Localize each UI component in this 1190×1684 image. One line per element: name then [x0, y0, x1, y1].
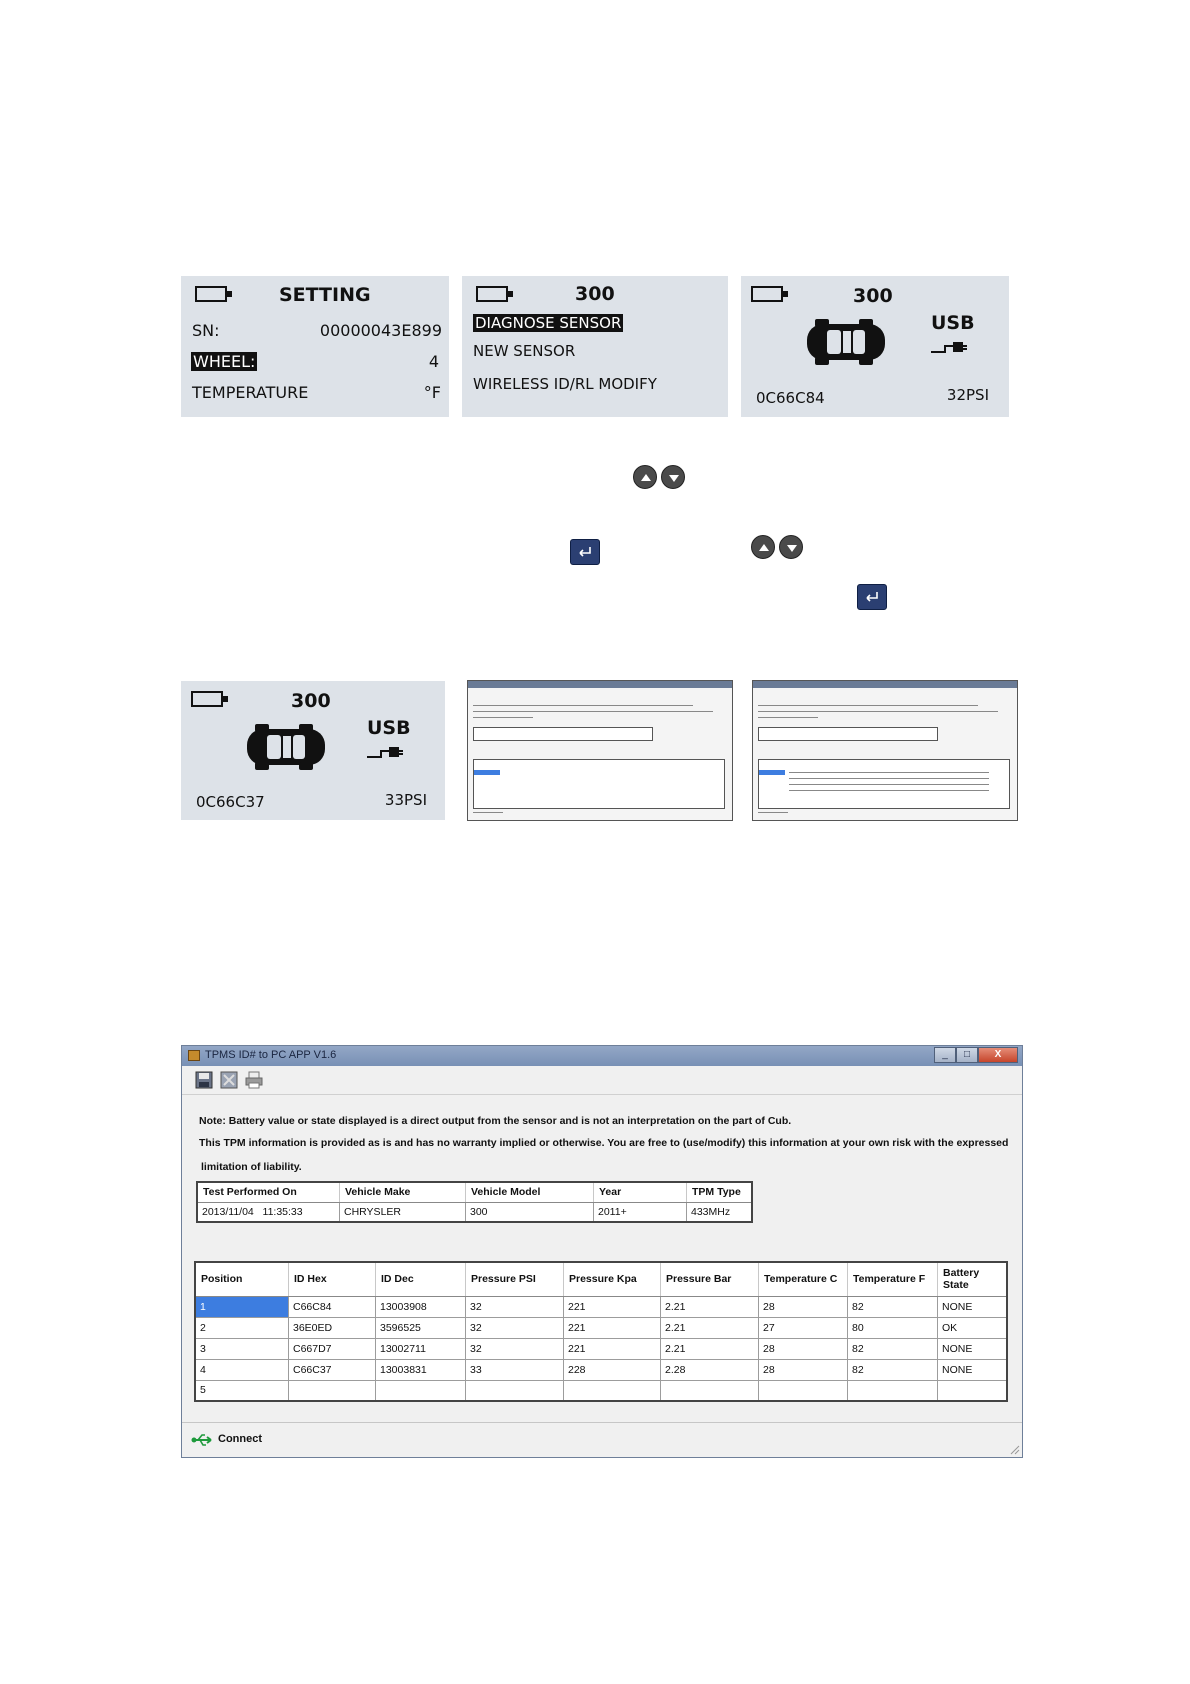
- close-button[interactable]: X: [978, 1047, 1018, 1063]
- down-arrow-icon: [661, 465, 685, 489]
- header-position[interactable]: Position: [195, 1262, 289, 1296]
- cell-id-dec[interactable]: 13003831: [376, 1359, 466, 1380]
- table-row[interactable]: [195, 1359, 1007, 1380]
- cell-position[interactable]: 3: [195, 1338, 289, 1359]
- sensor-table: [194, 1261, 1008, 1402]
- note-warranty: This TPM information is provided as is and has no warranty implied or otherwise. You are free to (use/modify) this information at your own risk with the expressed: [199, 1137, 1009, 1149]
- menu-item-diagnose-sensor: [473, 314, 623, 332]
- up-arrow-icon: [751, 535, 775, 559]
- usb-connect-icon: [191, 1432, 215, 1448]
- enter-key-icon: [857, 584, 887, 610]
- cell-temperature-c[interactable]: 28: [759, 1338, 848, 1359]
- sn-value: 00000043E899: [319, 321, 442, 340]
- table-row[interactable]: [195, 1296, 1007, 1317]
- car-icon: [241, 721, 331, 773]
- enter-key-icon: [570, 539, 600, 565]
- cell-id-dec[interactable]: 13002711: [376, 1338, 466, 1359]
- lcd-sensor-screen-2: [181, 681, 445, 820]
- cell-id-dec[interactable]: 3596525: [376, 1317, 466, 1338]
- cell-id-hex[interactable]: C66C84: [289, 1296, 376, 1317]
- info-tpm-type: 433MHz: [687, 1202, 753, 1222]
- cell-temperature-f[interactable]: 82: [848, 1359, 938, 1380]
- cell-pressure-bar[interactable]: 2.21: [661, 1338, 759, 1359]
- cell-id-dec[interactable]: [376, 1380, 466, 1401]
- table-row[interactable]: [195, 1338, 1007, 1359]
- note-battery: Note: Battery value or state displayed is a direct output from the sensor and is not an interpretation on the part of Cub.: [199, 1115, 792, 1127]
- cell-temperature-c[interactable]: 27: [759, 1317, 848, 1338]
- cell-pressure-kpa[interactable]: [564, 1380, 661, 1401]
- title-bar[interactable]: [182, 1046, 1022, 1066]
- temperature-value: °F: [423, 383, 441, 402]
- info-header-year: Year: [594, 1182, 687, 1202]
- lcd-title: SETTING: [279, 284, 371, 306]
- cell-temperature-f[interactable]: 80: [848, 1317, 938, 1338]
- info-header-vehicle-make: Vehicle Make: [340, 1182, 466, 1202]
- header-pressure-kpa[interactable]: Pressure Kpa: [564, 1262, 661, 1296]
- cell-id-hex[interactable]: 36E0ED: [289, 1317, 376, 1338]
- sensor-table-body: [195, 1296, 1007, 1401]
- battery-icon: [191, 691, 223, 707]
- down-arrow-icon: [779, 535, 803, 559]
- info-vehicle-make: CHRYSLER: [340, 1202, 466, 1222]
- cell-id-hex[interactable]: [289, 1380, 376, 1401]
- print-icon[interactable]: [244, 1070, 264, 1090]
- usb-label: USB: [367, 717, 411, 739]
- usb-plug-icon: [367, 745, 403, 761]
- status-bar: [182, 1422, 1022, 1457]
- lcd-sensor-screen-1: [741, 276, 1009, 417]
- lcd-title: 300: [291, 690, 331, 712]
- cell-pressure-kpa[interactable]: 228: [564, 1359, 661, 1380]
- note-liability: limitation of liability.: [201, 1161, 302, 1173]
- sensor-id: 0C66C37: [196, 793, 265, 811]
- cell-id-dec[interactable]: 13003908: [376, 1296, 466, 1317]
- up-arrow-icon: [633, 465, 657, 489]
- battery-icon: [195, 286, 227, 302]
- cell-pressure-bar[interactable]: [661, 1380, 759, 1401]
- window-title: TPMS ID# to PC APP V1.6: [205, 1049, 337, 1061]
- table-row[interactable]: [195, 1380, 1007, 1401]
- cell-pressure-bar[interactable]: 2.21: [661, 1296, 759, 1317]
- sn-label: SN:: [192, 321, 220, 340]
- header-id-hex[interactable]: ID Hex: [289, 1262, 376, 1296]
- header-temperature-f[interactable]: Temperature F: [848, 1262, 938, 1296]
- table-row[interactable]: [195, 1317, 1007, 1338]
- cell-id-hex[interactable]: C66C37: [289, 1359, 376, 1380]
- menu-item-highlight: DIAGNOSE SENSOR: [475, 314, 622, 332]
- battery-icon: [751, 286, 783, 302]
- cell-pressure-kpa[interactable]: 221: [564, 1338, 661, 1359]
- lcd-title: 300: [853, 285, 893, 307]
- cell-position[interactable]: 5: [195, 1380, 289, 1401]
- window-controls: [934, 1047, 1018, 1064]
- cell-pressure-psi[interactable]: 32: [466, 1296, 564, 1317]
- battery-icon: [476, 286, 508, 302]
- save-icon[interactable]: [194, 1070, 214, 1090]
- cell-position[interactable]: 4: [195, 1359, 289, 1380]
- header-pressure-bar[interactable]: Pressure Bar: [661, 1262, 759, 1296]
- cell-battery-state[interactable]: NONE: [938, 1359, 1008, 1380]
- minimize-button[interactable]: _: [934, 1047, 956, 1063]
- wheel-label: [191, 352, 257, 371]
- resize-grip-icon[interactable]: [1010, 1445, 1020, 1455]
- header-temperature-c[interactable]: Temperature C: [759, 1262, 848, 1296]
- app-icon: [188, 1050, 200, 1061]
- maximize-button[interactable]: □: [956, 1047, 978, 1063]
- cell-temperature-c[interactable]: [759, 1380, 848, 1401]
- cell-temperature-f[interactable]: [848, 1380, 938, 1401]
- cell-pressure-bar[interactable]: 2.21: [661, 1317, 759, 1338]
- cell-battery-state[interactable]: OK: [938, 1317, 1008, 1338]
- cell-battery-state[interactable]: NONE: [938, 1296, 1008, 1317]
- header-pressure-psi[interactable]: Pressure PSI: [466, 1262, 564, 1296]
- info-header-test-performed: Test Performed On: [197, 1182, 340, 1202]
- lcd-title: 300: [575, 283, 615, 305]
- info-year: 2011+: [594, 1202, 687, 1222]
- sensor-pressure: 33PSI: [384, 791, 427, 809]
- export-icon[interactable]: [219, 1070, 239, 1090]
- usb-plug-icon: [931, 340, 967, 356]
- header-battery-state[interactable]: Battery State: [938, 1262, 1008, 1296]
- cell-temperature-c[interactable]: 28: [759, 1359, 848, 1380]
- cell-pressure-psi[interactable]: 32: [466, 1317, 564, 1338]
- vehicle-info-table: [196, 1181, 753, 1223]
- info-vehicle-model: 300: [466, 1202, 594, 1222]
- connect-status[interactable]: Connect: [218, 1433, 262, 1445]
- cell-battery-state[interactable]: NONE: [938, 1338, 1008, 1359]
- app-screenshot-thumbnail-filled: [752, 680, 1018, 821]
- cell-temperature-c[interactable]: 28: [759, 1296, 848, 1317]
- cell-pressure-bar[interactable]: 2.28: [661, 1359, 759, 1380]
- cell-pressure-psi[interactable]: 32: [466, 1338, 564, 1359]
- cell-temperature-f[interactable]: 82: [848, 1338, 938, 1359]
- info-header-vehicle-model: Vehicle Model: [466, 1182, 594, 1202]
- info-header-tpm-type: TPM Type: [687, 1182, 753, 1202]
- cell-position[interactable]: 1: [195, 1296, 289, 1317]
- cell-position[interactable]: 2: [195, 1317, 289, 1338]
- lcd-menu-screen: [462, 276, 728, 417]
- info-test-performed-on: 2013/11/04 11:35:33: [197, 1202, 340, 1222]
- cell-pressure-kpa[interactable]: 221: [564, 1296, 661, 1317]
- cell-pressure-kpa[interactable]: 221: [564, 1317, 661, 1338]
- menu-item-new-sensor: NEW SENSOR: [473, 342, 576, 360]
- cell-temperature-f[interactable]: 82: [848, 1296, 938, 1317]
- usb-label: USB: [931, 312, 975, 334]
- cell-pressure-psi[interactable]: 33: [466, 1359, 564, 1380]
- lcd-setting-screen: [181, 276, 449, 417]
- wheel-value: 4: [428, 352, 439, 371]
- cell-pressure-psi[interactable]: [466, 1380, 564, 1401]
- sensor-table-header: [195, 1262, 1007, 1296]
- cell-battery-state[interactable]: [938, 1380, 1008, 1401]
- wheel-label-highlight: WHEEL:: [193, 352, 256, 371]
- header-id-dec[interactable]: ID Dec: [376, 1262, 466, 1296]
- sensor-pressure: 32PSI: [946, 386, 989, 404]
- tpms-app-window: [181, 1045, 1023, 1458]
- sensor-id: 0C66C84: [756, 389, 825, 407]
- menu-item-wireless-id: WIRELESS ID/RL MODIFY: [473, 375, 657, 393]
- toolbar: [182, 1066, 1022, 1095]
- temperature-label: TEMPERATURE: [192, 383, 309, 402]
- app-screenshot-thumbnail-empty: [467, 680, 733, 821]
- cell-id-hex[interactable]: C667D7: [289, 1338, 376, 1359]
- car-icon: [801, 316, 891, 368]
